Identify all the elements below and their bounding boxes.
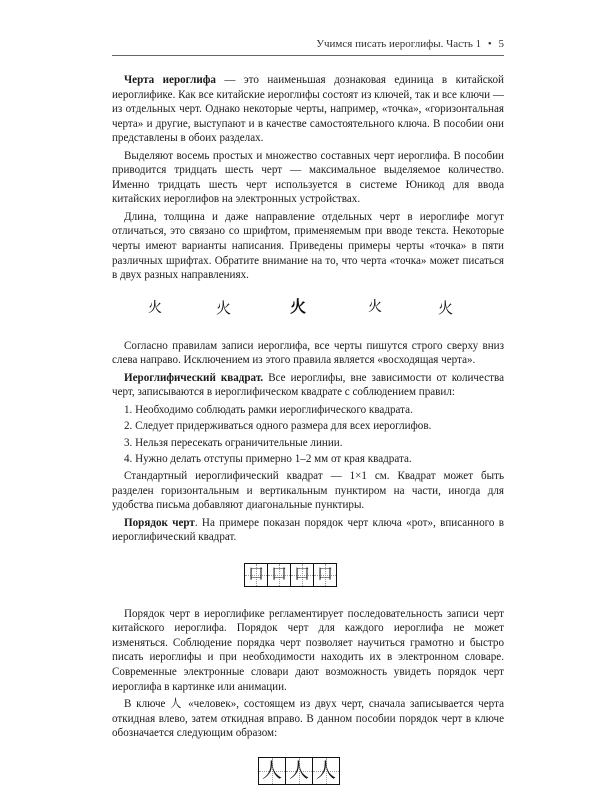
mouth-step-1: 口 (247, 565, 264, 583)
term-stroke-order: Порядок черт (124, 516, 195, 529)
person-step-2: 人 (289, 759, 309, 782)
grid-cell (245, 564, 268, 586)
font-sample-2: 火 (216, 298, 232, 317)
paragraph-stroke-direction: Согласно правилам записи иероглифа, все черты пишутся строго сверху вниз слева направо. Исключением из этого правила является «восходящая черта». (112, 339, 504, 367)
rule-item: 2. Следует придерживаться одного размера для всех иероглифов. (124, 420, 432, 433)
running-head-separator: • (487, 38, 492, 50)
paragraph-stroke-variants: Длина, толщина и даже направление отдельных черт в иероглифе могут отличаться, это связано со шрифтом, применяемым при вводе текста. Некоторые черты имеют варианты написания. Приведены примеры черты «точка» в пяти различных шрифтах. Обратите внимание на то, что черта «точка» может писаться в двух разных направлениях. (112, 210, 504, 282)
person-stroke-order-diagram (258, 757, 340, 785)
font-sample-3: 火 (290, 298, 307, 316)
mouth-stroke-order-diagram (244, 563, 337, 587)
page-body (112, 73, 504, 799)
person-step-1: 人 (262, 759, 282, 782)
mouth-step-2: 口 (270, 565, 287, 583)
paragraph-stroke-order (112, 516, 504, 545)
paragraph-square-size: Стандартный иероглифический квадрат — 1×1 см. Квадрат может быть разделен горизонтальным и вертикальным пунктиром на части, иногда для удобства письма добавляют диагональные пунктиры. (112, 470, 504, 512)
paragraph-stroke-definition (112, 73, 504, 146)
mouth-step-3: 口 (293, 565, 310, 583)
term-stroke: Черта иероглифа (124, 74, 216, 86)
font-sample-4: 火 (368, 299, 382, 315)
paragraph-text: . На примере показан порядок черт ключа «рот», вписанного в иероглифический квадрат. (112, 516, 504, 544)
grid-cell (291, 564, 314, 586)
paragraph-square (112, 371, 504, 400)
paragraph-text: Все иероглифы, вне зависимости от количества черт, записываются в иероглифическом квадрате с соблюдением правил: (112, 371, 504, 399)
font-samples-row (112, 289, 504, 333)
rule-item: 3. Нельзя пересекать ограничительные линии. (124, 436, 343, 449)
rules-list (112, 403, 504, 467)
paragraph-person-key: В ключе 人 «человек», состоящем из двух черт, сначала записывается черта откидная влево, затем откидная вправо. В данном пособии порядок черт в ключе обозначается следующим образом: (112, 698, 504, 740)
grid-cell (313, 758, 339, 784)
paragraph-text: — это наименьшая дознаковая единица в китайской иероглифике. Как все китайские иероглифы состоят из ключей, так и все ключи — из отдельных черт. Однако некоторые черты, например, «точка», «горизонтальная черта» и другие, выступают и в качестве самостоятельного ключа. В пособии они представлены в обоих разделах. (112, 74, 504, 145)
mouth-step-4: 口 (316, 565, 333, 583)
rule-item: 4. Нужно делать отступы примерно 1–2 мм от края квадрата. (124, 453, 412, 466)
term-square: Иероглифический квадрат. (124, 371, 264, 384)
paragraph-order-rules: Порядок черт в иероглифике регламентирует последовательность записи черт китайского иероглифа. Порядок черт для каждого иероглифа не может изменяться. Соблюдение порядка черт позволяет научиться грамотно и быстро писать иероглифы и при необходимости находить их в электронном словаре. Современные электронные словари дают возможность увидеть порядок черт иероглифа в картинке или анимации. (112, 607, 504, 693)
grid-cell (286, 758, 313, 784)
grid-cell (314, 564, 336, 586)
paragraph-stroke-count: Выделяют восемь простых и множество составных черт иероглифа. В пособии приводится тридцать шесть черт — максимальное выделяемое количество. Именно тридцать шесть черт используется в системе Юникод для ввода китайских иероглифов на электронных устройствах. (112, 149, 504, 206)
mouth-diagram-wrap (112, 549, 504, 601)
font-sample-5: 火 (438, 298, 454, 317)
header-rule (112, 55, 504, 56)
rule-item: 1. Необходимо соблюдать рамки иероглифического квадрата. (124, 403, 413, 416)
running-head-title: Учимся писать иероглифы. Часть 1 (316, 38, 482, 50)
font-sample-1: 火 (148, 299, 162, 316)
person-diagram-wrap (112, 745, 504, 793)
grid-cell (259, 758, 286, 784)
running-head (112, 38, 504, 54)
person-step-3: 人 (316, 759, 336, 782)
page-number: 5 (498, 38, 504, 50)
grid-cell (268, 564, 291, 586)
